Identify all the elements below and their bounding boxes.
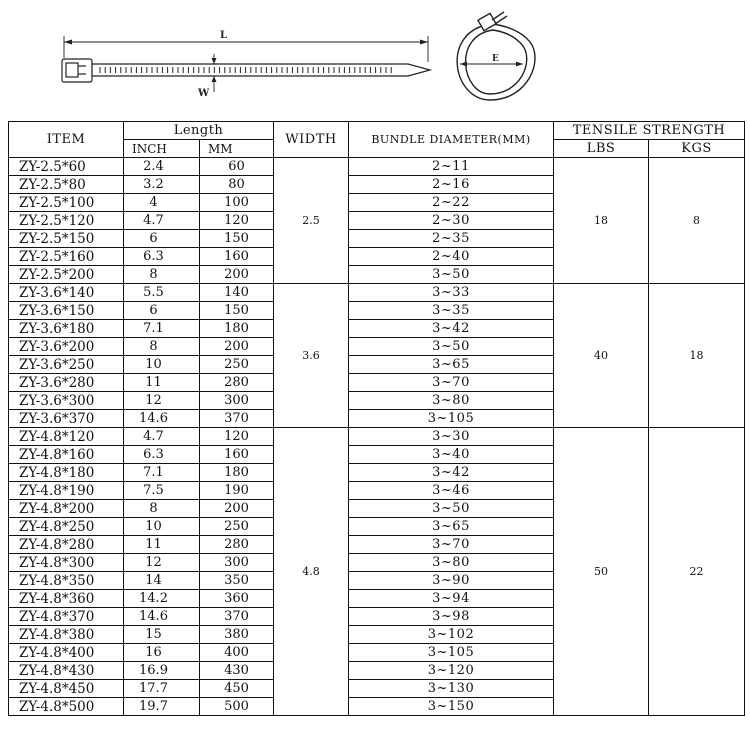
lbs-cell: 50 <box>554 428 649 716</box>
item-cell: ZY-4.8*360 <box>9 590 124 608</box>
item-cell: ZY-2.5*100 <box>9 194 124 212</box>
bundle-diameter-cell: 3~130 <box>349 680 554 698</box>
item-cell: ZY-4.8*280 <box>9 536 124 554</box>
bundle-diameter-cell: 3~65 <box>349 518 554 536</box>
item-cell: ZY-4.8*430 <box>9 662 124 680</box>
bundle-diameter-cell: 2~35 <box>349 230 554 248</box>
bundle-diameter-cell: 2~40 <box>349 248 554 266</box>
mm-header: MM <box>200 140 274 158</box>
item-cell: ZY-2.5*60 <box>9 158 124 176</box>
length-header: Length <box>124 122 274 140</box>
item-cell: ZY-4.8*370 <box>9 608 124 626</box>
mm-cell: 120 <box>200 428 274 446</box>
item-cell: ZY-2.5*120 <box>9 212 124 230</box>
bundle-diameter-cell: 3~42 <box>349 320 554 338</box>
mm-cell: 200 <box>200 266 274 284</box>
bundle-diameter-cell: 2~22 <box>349 194 554 212</box>
mm-cell: 360 <box>200 590 274 608</box>
item-cell: ZY-4.8*190 <box>9 482 124 500</box>
table-row <box>9 158 745 176</box>
mm-cell: 180 <box>200 464 274 482</box>
bundle-diameter-cell: 3~105 <box>349 410 554 428</box>
item-cell: ZY-4.8*350 <box>9 572 124 590</box>
bundle-diameter-cell: 3~150 <box>349 698 554 716</box>
kgs-cell: 22 <box>649 428 745 716</box>
inch-cell: 8 <box>124 500 200 518</box>
inch-cell: 12 <box>124 554 200 572</box>
bundle-diameter-cell: 3~94 <box>349 590 554 608</box>
mm-cell: 300 <box>200 554 274 572</box>
kgs-cell: 8 <box>649 158 745 284</box>
mm-cell: 380 <box>200 626 274 644</box>
item-cell: ZY-4.8*450 <box>9 680 124 698</box>
inch-cell: 4.7 <box>124 428 200 446</box>
mm-cell: 160 <box>200 446 274 464</box>
inch-cell: 8 <box>124 338 200 356</box>
mm-cell: 80 <box>200 176 274 194</box>
bundle-diameter-cell: 3~50 <box>349 500 554 518</box>
mm-cell: 180 <box>200 320 274 338</box>
mm-cell: 100 <box>200 194 274 212</box>
item-cell: ZY-3.6*370 <box>9 410 124 428</box>
inch-cell: 11 <box>124 374 200 392</box>
inch-cell: 7.1 <box>124 464 200 482</box>
inch-cell: 14.6 <box>124 608 200 626</box>
inch-cell: 14 <box>124 572 200 590</box>
bundle-diameter-cell: 3~40 <box>349 446 554 464</box>
inch-cell: 3.2 <box>124 176 200 194</box>
mm-cell: 430 <box>200 662 274 680</box>
item-cell: ZY-4.8*120 <box>9 428 124 446</box>
diameter-dimension-label: E <box>492 54 499 64</box>
mm-cell: 250 <box>200 356 274 374</box>
item-cell: ZY-3.6*280 <box>9 374 124 392</box>
mm-cell: 370 <box>200 608 274 626</box>
item-cell: ZY-4.8*250 <box>9 518 124 536</box>
kgs-header: KGS <box>649 140 745 158</box>
inch-cell: 11 <box>124 536 200 554</box>
item-cell: ZY-3.6*150 <box>9 302 124 320</box>
inch-cell: 16.9 <box>124 662 200 680</box>
inch-cell: 5.5 <box>124 284 200 302</box>
item-cell: ZY-4.8*200 <box>9 500 124 518</box>
item-cell: ZY-3.6*200 <box>9 338 124 356</box>
inch-cell: 14.6 <box>124 410 200 428</box>
bundle-diameter-cell: 3~80 <box>349 392 554 410</box>
table-row <box>9 284 745 302</box>
bundle-diameter-cell: 3~30 <box>349 428 554 446</box>
width-cell: 4.8 <box>274 428 349 716</box>
item-cell: ZY-3.6*250 <box>9 356 124 374</box>
bundle-diameter-cell: 3~50 <box>349 338 554 356</box>
inch-cell: 19.7 <box>124 698 200 716</box>
cable-tie-diagram <box>0 0 750 118</box>
bundle-diameter-cell: 3~90 <box>349 572 554 590</box>
inch-cell: 7.5 <box>124 482 200 500</box>
table-row <box>9 428 745 446</box>
mm-cell: 400 <box>200 644 274 662</box>
bundle-diameter-cell: 2~11 <box>349 158 554 176</box>
width-dimension-label: W <box>198 88 210 99</box>
mm-cell: 200 <box>200 500 274 518</box>
bundle-diameter-cell: 3~70 <box>349 374 554 392</box>
lbs-cell: 40 <box>554 284 649 428</box>
inch-cell: 4 <box>124 194 200 212</box>
inch-cell: 17.7 <box>124 680 200 698</box>
mm-cell: 250 <box>200 518 274 536</box>
bundle-diameter-cell: 3~105 <box>349 644 554 662</box>
inch-header: INCH <box>124 140 200 158</box>
bundle-diameter-cell: 2~30 <box>349 212 554 230</box>
mm-cell: 280 <box>200 374 274 392</box>
mm-cell: 190 <box>200 482 274 500</box>
mm-cell: 60 <box>200 158 274 176</box>
kgs-cell: 18 <box>649 284 745 428</box>
item-cell: ZY-3.6*140 <box>9 284 124 302</box>
width-cell: 3.6 <box>274 284 349 428</box>
item-cell: ZY-2.5*200 <box>9 266 124 284</box>
bundle-diameter-cell: 3~102 <box>349 626 554 644</box>
mm-cell: 500 <box>200 698 274 716</box>
item-header: ITEM <box>9 122 124 158</box>
mm-cell: 160 <box>200 248 274 266</box>
table-header <box>9 122 745 158</box>
item-cell: ZY-2.5*80 <box>9 176 124 194</box>
inch-cell: 6.3 <box>124 248 200 266</box>
table-body <box>9 158 745 716</box>
bundle-diameter-cell: 3~65 <box>349 356 554 374</box>
item-cell: ZY-2.5*150 <box>9 230 124 248</box>
bundle-diameter-header: BUNDLE DIAMETER(MM) <box>349 122 554 158</box>
bundle-diameter-cell: 3~46 <box>349 482 554 500</box>
item-cell: ZY-4.8*400 <box>9 644 124 662</box>
inch-cell: 10 <box>124 518 200 536</box>
inch-cell: 16 <box>124 644 200 662</box>
inch-cell: 14.2 <box>124 590 200 608</box>
mm-cell: 200 <box>200 338 274 356</box>
mm-cell: 350 <box>200 572 274 590</box>
item-cell: ZY-3.6*180 <box>9 320 124 338</box>
bundle-diameter-cell: 3~50 <box>349 266 554 284</box>
width-header: WIDTH <box>274 122 349 158</box>
mm-cell: 140 <box>200 284 274 302</box>
inch-cell: 10 <box>124 356 200 374</box>
inch-cell: 12 <box>124 392 200 410</box>
bundle-diameter-cell: 3~33 <box>349 284 554 302</box>
mm-cell: 280 <box>200 536 274 554</box>
cable-tie-spec-table <box>8 121 745 716</box>
mm-cell: 300 <box>200 392 274 410</box>
mm-cell: 150 <box>200 230 274 248</box>
lbs-cell: 18 <box>554 158 649 284</box>
item-cell: ZY-4.8*380 <box>9 626 124 644</box>
mm-cell: 370 <box>200 410 274 428</box>
bundle-diameter-cell: 3~80 <box>349 554 554 572</box>
inch-cell: 6 <box>124 230 200 248</box>
item-cell: ZY-4.8*160 <box>9 446 124 464</box>
item-cell: ZY-4.8*180 <box>9 464 124 482</box>
item-cell: ZY-4.8*300 <box>9 554 124 572</box>
tensile-strength-header: TENSILE STRENGTH <box>554 122 745 140</box>
bundle-diameter-cell: 3~120 <box>349 662 554 680</box>
inch-cell: 15 <box>124 626 200 644</box>
inch-cell: 7.1 <box>124 320 200 338</box>
bundle-diameter-cell: 3~35 <box>349 302 554 320</box>
inch-cell: 6 <box>124 302 200 320</box>
bundle-diameter-cell: 3~70 <box>349 536 554 554</box>
bundle-diameter-cell: 2~16 <box>349 176 554 194</box>
item-cell: ZY-4.8*500 <box>9 698 124 716</box>
item-cell: ZY-3.6*300 <box>9 392 124 410</box>
inch-cell: 8 <box>124 266 200 284</box>
inch-cell: 6.3 <box>124 446 200 464</box>
width-cell: 2.5 <box>274 158 349 284</box>
item-cell: ZY-2.5*160 <box>9 248 124 266</box>
bundle-diameter-cell: 3~98 <box>349 608 554 626</box>
mm-cell: 150 <box>200 302 274 320</box>
straight-cable-tie-drawing <box>62 36 430 92</box>
bundle-diameter-cell: 3~42 <box>349 464 554 482</box>
length-dimension-label: L <box>220 30 228 41</box>
mm-cell: 120 <box>200 212 274 230</box>
lbs-header: LBS <box>554 140 649 158</box>
inch-cell: 4.7 <box>124 212 200 230</box>
mm-cell: 450 <box>200 680 274 698</box>
inch-cell: 2.4 <box>124 158 200 176</box>
